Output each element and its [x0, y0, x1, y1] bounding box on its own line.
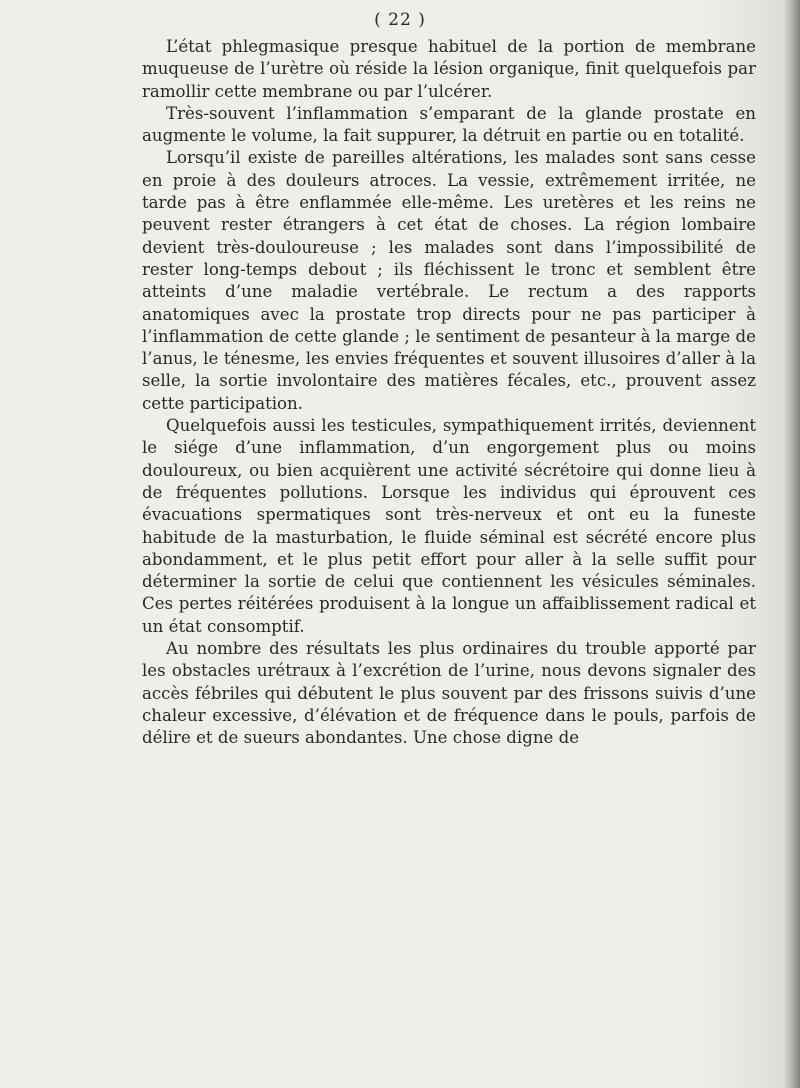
paragraph-2: Très-souvent l’inflammation s’emparant de la glande prostate en augmente le volume, la fait suppurer, la détruit en partie ou en totalité. [142, 103, 756, 146]
paragraph-4: Quelquefois aussi les testicules, sympathiquement irrités, deviennent le siége d’une inflammation, d’un engorgement plus ou moins douloureux, ou bien acquièrent une activité sécrétoire qui donne lieu à de fréquentes pollutions. Lorsque les individus qui éprouvent ces évacuations spermatiques sont très-nerveux et ont eu la funeste habitude de la masturbation, le fluide séminal est sécrété encore plus abondamment, et le plus petit effort pour aller à la selle suffit pour déterminer la sortie de celui que contiennent les vésicules séminales. Ces pertes réitérées produisent à la longue un affaiblissement radical et un état consomptif. [142, 416, 756, 636]
paragraph-1: L’état phlegmasique presque habituel de la portion de membrane muqueuse de l’urètre où réside la lésion organique, finit quelquefois par ramollir cette membrane ou par l’ulcérer. [142, 37, 756, 101]
paragraph-5: Au nombre des résultats les plus ordinaires du trouble apporté par les obstacles urétraux à l’excrétion de l’urine, nous devons signaler des accès fébriles qui débutent le plus souvent par des frissons suivis d’une chaleur excessive, d’élévation et de fréquence dans le pouls, parfois de délire et de sueurs abondantes. Une chose digne de [142, 639, 756, 748]
paragraph-3: Lorsqu’il existe de pareilles altérations, les malades sont sans cesse en proie à des douleurs atroces. La vessie, extrêmement irritée, ne tarde pas à être enflammée elle-même. Les uretères et les reins ne peuvent rester étrangers à cet état de choses. La région lombaire devient très-douloureuse ; les malades sont dans l’impossibilité de rester long-temps debout ; ils fléchissent le tronc et semblent être atteints d’une maladie vertébrale. Le rectum a des rapports anatomiques avec la prostate trop directs pour ne pas participer à l’inflammation de cette glande ; le sentiment de pesanteur à la marge de l’anus, le ténesme, les envies fréquentes et souvent illusoires d’aller à la selle, la sortie involontaire des matières fécales, etc., prouvent assez cette participation. [142, 148, 756, 413]
page-edge-shadow [784, 0, 800, 1088]
page-number: ( 22 ) [374, 10, 426, 30]
body-text [142, 36, 756, 750]
